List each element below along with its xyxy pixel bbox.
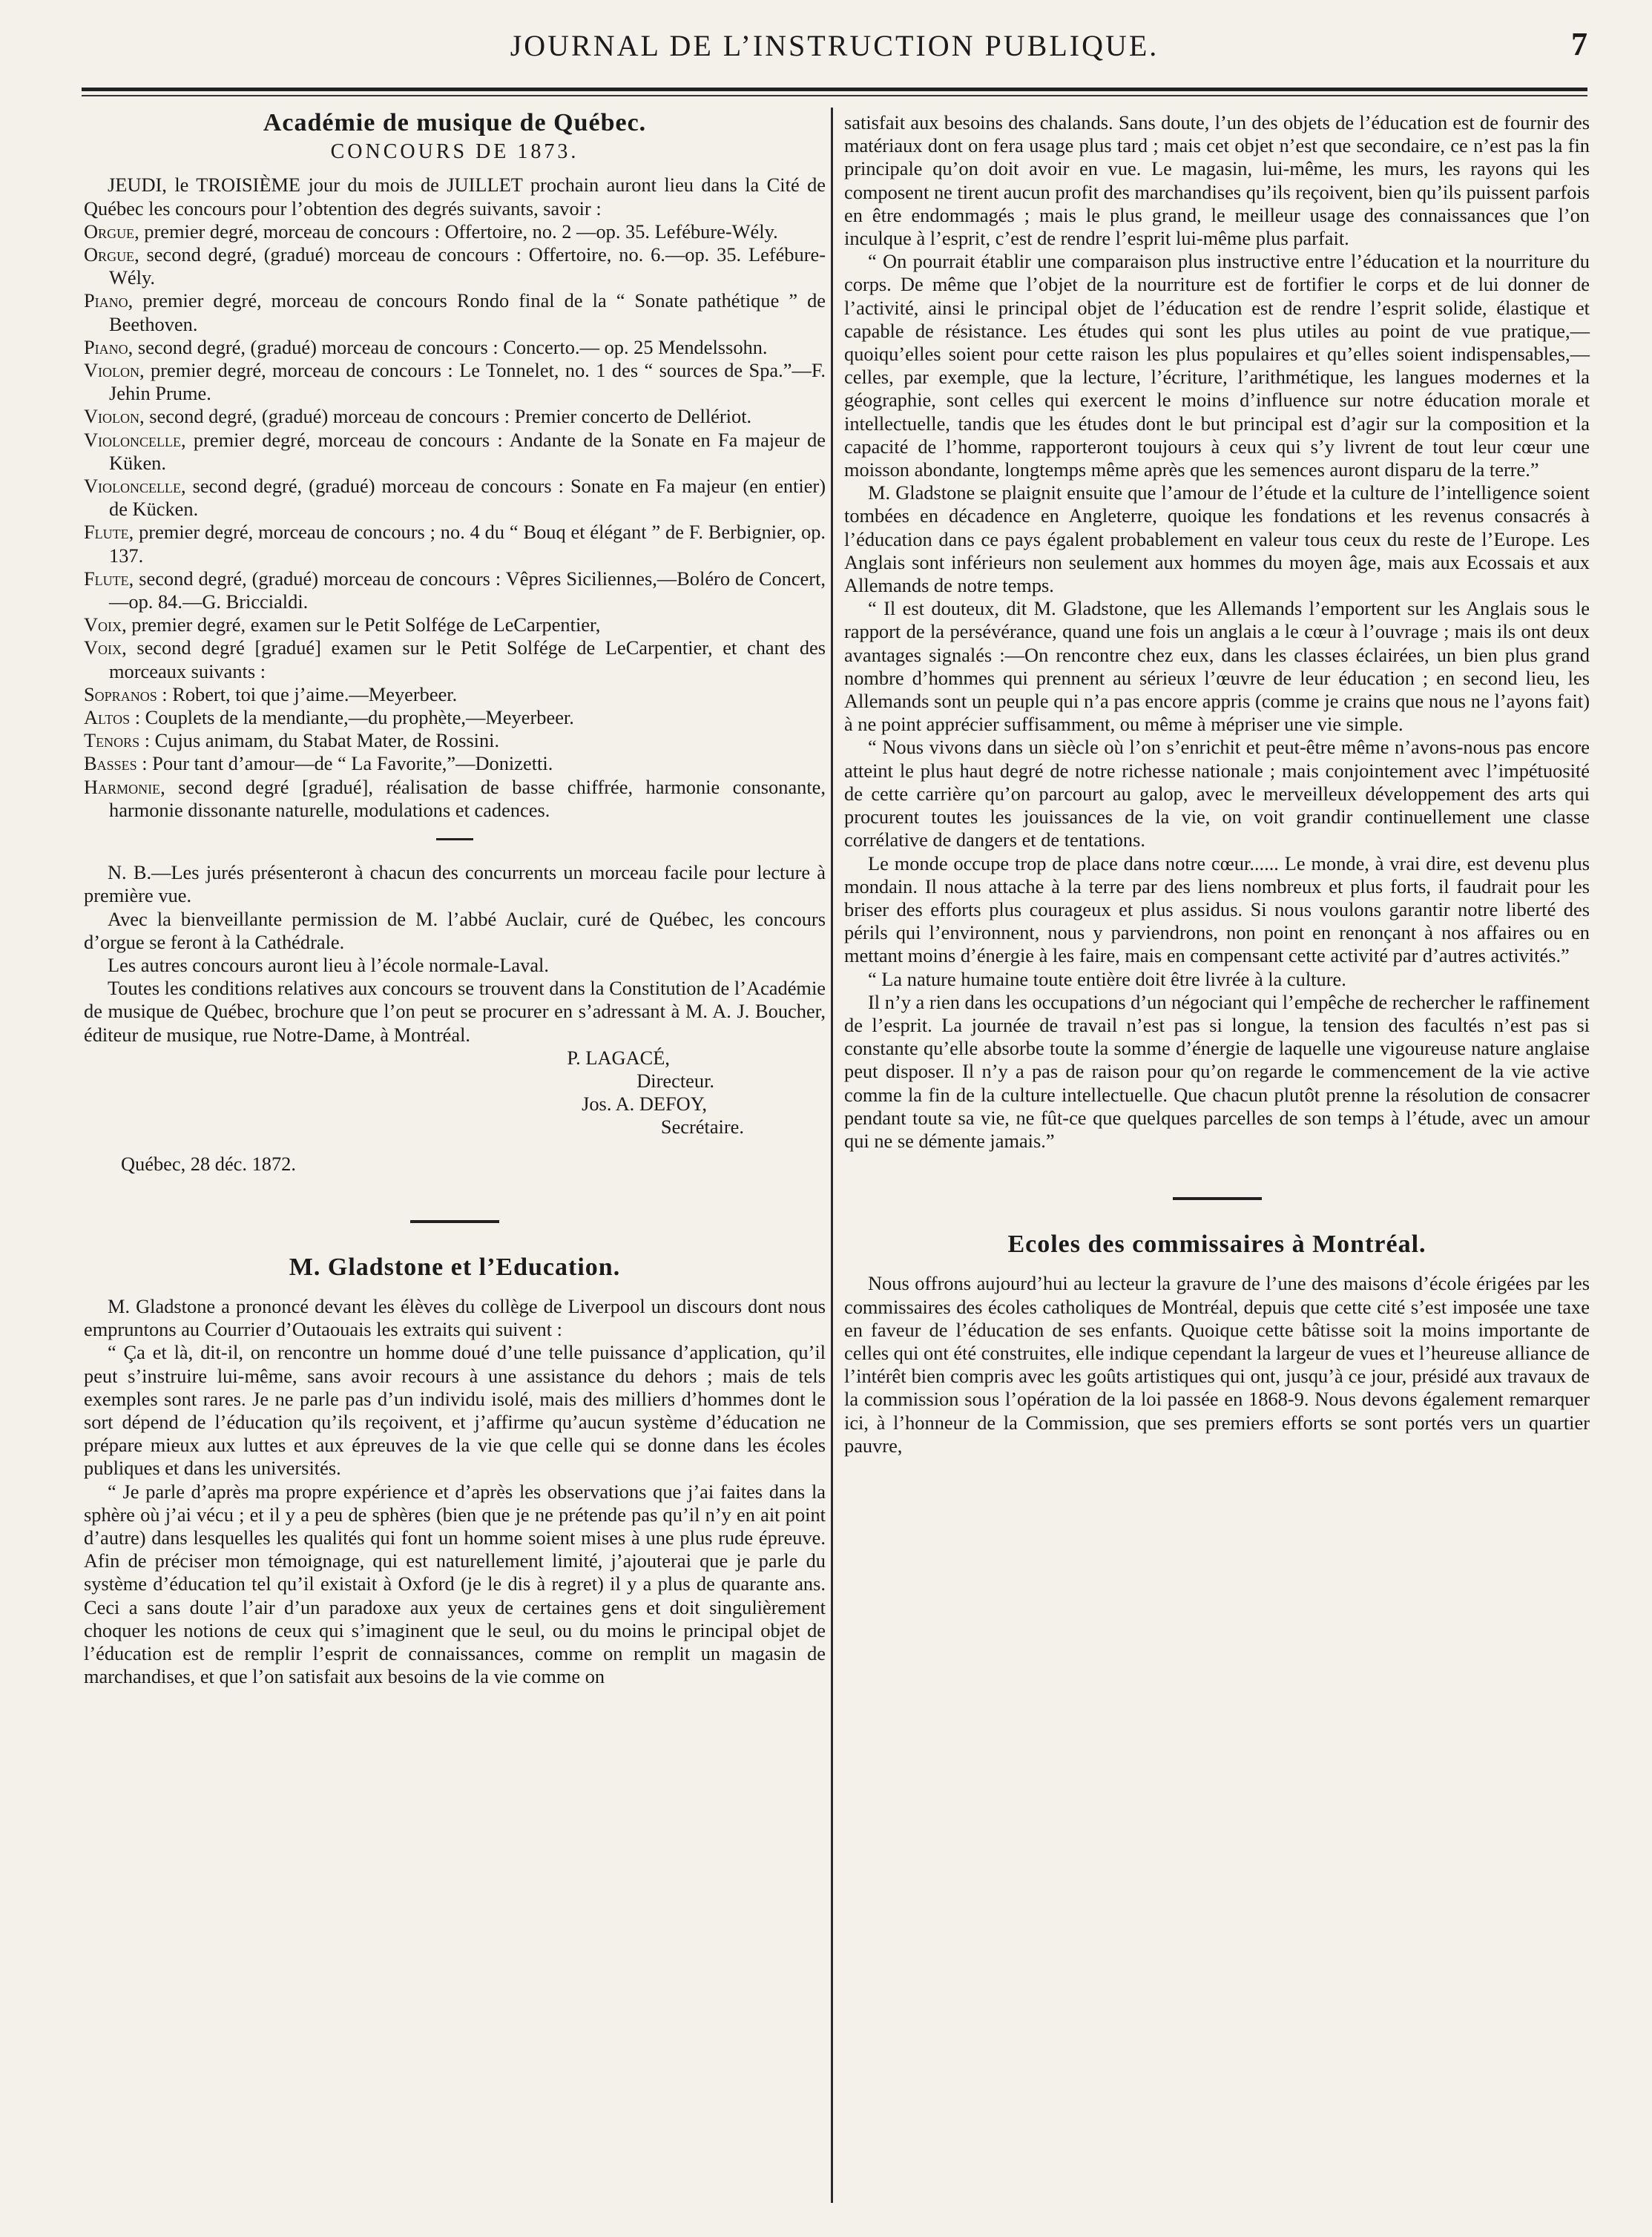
gladstone-continued-paragraph: satisfait aux besoins des chalands. Sans doute, l’un des objets de l’éducation est de fournir des matériaux dont on fera usage plus tard ; mais cet objet n’est que secondaire, ce n’est pas la fin principale qu’on doit avoir en vue. Le magasin, lui-même, les murs, les rayons qui les composent ne tirent aucun profit des marchandises qu’ils reçoivent, bien qu’ils puissent parfois en être endommagés ; mais le plus grand, le meilleur usage des connaissances que l’on inculque à l’esprit, c’est de rendre l’esprit lui-même plus parfait. bbox=[844, 111, 1590, 250]
article-title-academie: Académie de musique de Québec. bbox=[263, 109, 647, 136]
academie-intro: JEUDI, le TROISIÈME jour du mois de JUILLET prochain auront lieu dans la Cité de Québec les concours pour l’obtention des degrés suivants, savoir : bbox=[84, 174, 826, 220]
gladstone-continued-paragraph: Il n’y a rien dans les occupations d’un négociant qui l’empêche de rechercher le raffinement de l’esprit. La journée de travail n’est pas si longue, la tension des facultés n’est pas si constante qu’elle absorbe toute la somme d’énergie de laquelle une vigoureuse nature anglaise peut disposer. Il n’y a pas de raison pour qu’on regarde le commencement de la vie active comme la fin de la culture intellectuelle. Que chacun plutôt prenne la résolution de consacrer pendant toute sa vie, ne fût-ce que quelques parcelles de son temps à l’étude, avec un amour qui ne se démente jamais.” bbox=[844, 990, 1590, 1152]
academie-note: Avec la bienveillante permission de M. l’abbé Auclair, curé de Québec, les concours d’orgue se feront à la Cathédrale. bbox=[84, 907, 826, 953]
concours-entry: Voix, premier degré, examen sur le Petit Solfége de LeCarpentier, bbox=[84, 613, 601, 636]
section-separator bbox=[1173, 1197, 1262, 1200]
signature-role-secretaire: Secrétaire. bbox=[660, 1116, 744, 1139]
gladstone-paragraph: M. Gladstone a prononcé devant les élèves du collège de Liverpool un discours dont nous empruntons au Courrier d’Outaouais les extraits qui suivent : bbox=[84, 1294, 826, 1341]
academie-note: Toutes les conditions relatives aux concours se trouvent dans la Constitution de l’Académie de musique de Québec, brochure que l’on peut se procurer en s’adressant à M. A. J. Boucher, éditeur de musique, rue Notre-Dame, à Montréal. bbox=[84, 977, 826, 1046]
concours-entry: Voix, second degré [gradué] examen sur le Petit Solfége de LeCarpentier, et chant des morceaux suivants : bbox=[84, 636, 826, 682]
left-column bbox=[84, 111, 826, 1688]
concours-entry: Piano, premier degré, morceau de concours Rondo final de la “ Sonate pathétique ” de Beethoven. bbox=[84, 289, 826, 335]
concours-list bbox=[84, 220, 826, 822]
concours-entry: Harmonie, second degré [gradué], réalisation de basse chiffrée, harmonie consonante, harmonie dissonante naturelle, modulations et cadences. bbox=[84, 775, 826, 821]
concours-entry: Violoncelle, premier degré, morceau de concours : Andante de la Sonate en Fa majeur de Küken. bbox=[84, 428, 826, 474]
concours-entry: Violon, premier degré, morceau de concours : Le Tonnelet, no. 1 des “ sources de Spa.”—F. Jehin Prume. bbox=[84, 359, 826, 405]
concours-entry: Orgue, second degré, (gradué) morceau de concours : Offertoire, no. 6.—op. 35. Lefébure-Wély. bbox=[84, 243, 826, 289]
concours-entry: Piano, second degré, (gradué) morceau de concours : Concerto.— op. 25 Mendelssohn. bbox=[84, 335, 768, 358]
concours-entry: Tenors : Cujus animam, du Stabat Mater, de Rossini. bbox=[84, 729, 500, 752]
ecoles-paragraph: Nous offrons aujourd’hui au lecteur la gravure de l’une des maisons d’école érigées par les commissaires des écoles catholiques de Montréal, depuis que cette cité s’est imposée une taxe en faveur de l’éducation de ses enfants. Quoique cette bâtisse soit la moins importante de celles qui ont été construites, elle indique cependant la largeur de vues et l’heureuse alliance de l’intérêt bien compris avec les goûts artistiques qui ont, jusqu’à ce jour, présidé aux travaux de la commission sous l’opération de la loi passée en 1868-9. Nous devons également remarquer ici, à l’honneur de la Commission, que ses premiers efforts se sont portés vers un quartier pauvre, bbox=[844, 1272, 1590, 1457]
dateline: Québec, 28 déc. 1872. bbox=[121, 1152, 296, 1175]
journal-title: JOURNAL DE L’INSTRUCTION PUBLIQUE. bbox=[510, 29, 1159, 62]
gladstone-continued-paragraph: “ La nature humaine toute entière doit être livrée à la culture. bbox=[868, 967, 1346, 990]
concours-entry: Altos : Couplets de la mendiante,—du prophète,—Meyerbeer. bbox=[84, 706, 574, 729]
gladstone-paragraph: “ Ça et là, dit-il, on rencontre un homme doué d’une telle puissance d’application, qu’il peut s’instruire lui-même, sans avoir recours à une assistance du dehors ; mais de tels exemples sont rares. Je ne parle pas d’un individu isolé, mais des milliers d’hommes dont le sort dépend de l’éducation qu’ils reçoivent, et j’affirme qu’aucun système d’éducation ne prépare mieux aux luttes et aux épreuves de la vie que celle qui se donne dans les écoles publiques et dans les universités. bbox=[84, 1341, 826, 1480]
page-header bbox=[82, 15, 1587, 74]
signature-name-lagace: P. LAGACÉ, bbox=[567, 1046, 670, 1069]
column-divider bbox=[831, 108, 833, 2203]
section-separator bbox=[436, 838, 473, 840]
academie-note: N. B.—Les jurés présenteront à chacun des concurrents un morceau facile pour lecture à première vue. bbox=[84, 861, 826, 907]
article-title-ecoles: Ecoles des commissaires à Montréal. bbox=[1007, 1230, 1426, 1259]
concours-entry: Orgue, premier degré, morceau de concours : Offertoire, no. 2 —op. 35. Lefébure-Wély. bbox=[84, 220, 778, 243]
gladstone-continued-paragraph: “ Nous vivons dans un siècle où l’on s’enrichit et peut-être même n’avons-nous pas encore atteint le plus haut degré de notre richesse nationale ; mais conjointement avec l’impétuosité de cette carrière qu’on parcourt au galop, avec le merveilleux développement des arts qui procurent toutes les jouissances de la vie, on voit grandir continuellement une classe corrélative de dangers et de tentations. bbox=[844, 736, 1590, 851]
section-separator bbox=[410, 1220, 499, 1223]
gladstone-continued-paragraph: M. Gladstone se plaignit ensuite que l’amour de l’étude et la culture de l’intelligence soient tombées en décadence en Angleterre, quoique les fondations et les revenus consacrés à l’éducation dans ce pays égalent probablement en valeur tous ceux du reste de l’Europe. Les Anglais sont inférieurs non seulement aux hommes du moyen âge, mais aux Ecossais et aux Allemands de notre temps. bbox=[844, 481, 1590, 597]
signature-name-defoy: Jos. A. DEFOY, bbox=[582, 1093, 707, 1116]
gladstone-continued-paragraph: Le monde occupe trop de place dans notre cœur...... Le monde, à vrai dire, est devenu plus mondain. Il nous attache à la terre par des liens nombreux et plus forts, il faudrait pour les briser des efforts plus courageux et plus assidus. Si nous voulons garantir notre liberté des périls qui l’environnent, nous y parviendrons, non point en renonçant à nos affaires ou en mettant moins d’énergie à les faire, mais en compensant cette activité par d’autres activités.” bbox=[844, 851, 1590, 967]
page-number: 7 bbox=[1571, 26, 1587, 62]
academie-note: Les autres concours auront lieu à l’école normale-Laval. bbox=[108, 953, 549, 976]
gladstone-continued-paragraph: “ On pourrait établir une comparaison plus instructive entre l’éducation et la nourriture du corps. De même que l’objet de la nourriture est de fortifier le corps et de lui donner de l’activité, ainsi le principal objet de l’éducation est de rendre l’esprit solide, élastique et capable de résistance. Les études qui sont les plus utiles au point de vue pratique,—quoiqu’elles soient pour cette raison les plus populaires et qu’elles soient indispensables,—celles, par exemple, que la lecture, l’écriture, l’arithmétique, les langues modernes et la géographie, sont celles qui exercent le moins d’influence sur notre éducation morale et intellectuelle, tandis que les études dont le but principal est d’agir sur la composition et la capacité de l’homme, rapporteront toujours à ceux qui s’y livrent de tout leur cœur une moisson abondante, longtemps même après que les semences auront disparu de la terre.” bbox=[844, 250, 1590, 481]
concours-entry: Sopranos : Robert, toi que j’aime.—Meyerbeer. bbox=[84, 682, 458, 705]
gladstone-paragraph: “ Je parle d’après ma propre expérience et d’après les observations que j’ai faites dans la sphère où j’ai vécu ; et il y a peu de sphères (bien que je ne prétende pas qu’il n’y en ait point d’autre) dans lesquelles les qualités qui font un homme soient mises à une plus rude épreuve. Afin de préciser mon témoignage, qui est naturellement limité, j’ajouterai que je parle du système d’éducation tel qu’il existait à Oxford (je le dis à regret) il y a plus de quarante ans. Ceci a sans doute l’air d’un paradoxe aux yeux de certaines gens et doit singulièrement choquer les notions de ceux qui s’imaginent que le seul, ou du moins le principal objet de l’éducation est de remplir l’esprit de connaissances, comme on remplit un magasin de marchandises, et que l’on satisfait aux besoins de la vie comme on bbox=[84, 1480, 826, 1688]
concours-entry: Violon, second degré, (gradué) morceau de concours : Premier concerto de Dellériot. bbox=[84, 405, 752, 428]
header-rule-thin bbox=[82, 95, 1587, 96]
concours-entry: Flute, second degré, (gradué) morceau de concours : Vêpres Siciliennes,—Boléro de Concert,—op. 84.—G. Briccialdi. bbox=[84, 567, 826, 613]
concours-entry: Flute, premier degré, morceau de concours ; no. 4 du “ Bouq et élégant ” de F. Berbignier, op. 137. bbox=[84, 521, 826, 567]
concours-entry: Basses : Pour tant d’amour—de “ La Favorite,”—Donizetti. bbox=[84, 752, 553, 775]
signature-role-directeur: Directeur. bbox=[636, 1069, 714, 1092]
gladstone-continued-paragraph: “ Il est douteux, dit M. Gladstone, que les Allemands l’emportent sur les Anglais sous le rapport de la persévérance, quand une fois un anglais a le cœur à l’ouvrage ; mais ils ont deux avantages signalés :—On rencontre chez eux, dans les classes éclairées, un bien plus grand nombre d’hommes qui prennent au sérieux l’œuvre de leur éducation ; en second lieu, les Allemands sont un peuple qui n’a pas encore appris (comme je crains que nous ne l’ayons fait) à ne point apprécier suffisamment, ou même à mépriser une vie simple. bbox=[844, 597, 1590, 736]
article-title-gladstone: M. Gladstone et l’Education. bbox=[289, 1253, 621, 1281]
header-rule bbox=[82, 88, 1587, 91]
article-subtitle-concours: CONCOURS DE 1873. bbox=[330, 140, 579, 164]
concours-entry: Violoncelle, second degré, (gradué) morceau de concours : Sonate en Fa majeur (en entier) de Kücken. bbox=[84, 475, 826, 521]
right-column bbox=[844, 111, 1590, 1457]
